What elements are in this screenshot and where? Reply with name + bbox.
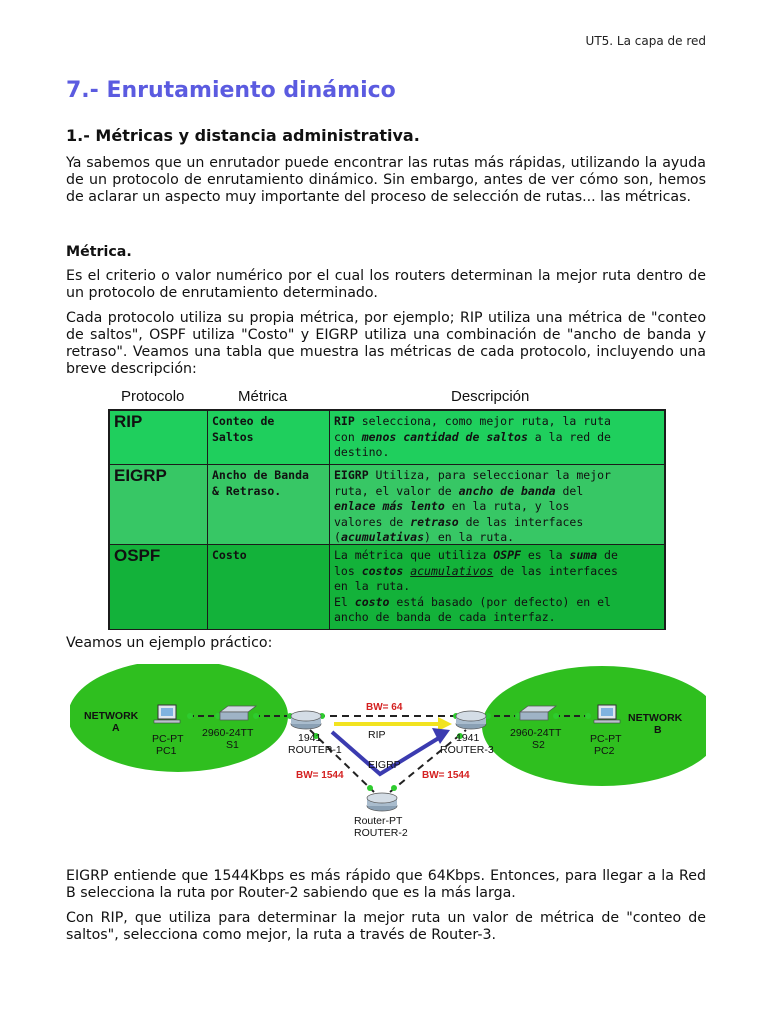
bw-left-label: BW= 1544	[296, 770, 344, 781]
network-a-label-2: A	[112, 722, 120, 734]
metric-paragraph: Cada protocolo utiliza su propia métrica, por ejemplo; RIP utiliza una métrica de "conteo de saltos", OSPF utiliza "Costo" y EIGRP utiliza una combinación de "ancho de banda y retraso". Veamos una tabla que muestra las métricas de cada protocolo, incluyendo una breve descripción:	[66, 310, 706, 377]
router2-name-label: ROUTER-2	[354, 827, 408, 839]
pc1-icon	[154, 705, 180, 723]
table-row-rip-metric: Conteo de Saltos	[208, 411, 330, 465]
router1-model-label: 1941	[298, 732, 322, 744]
table-row-ospf-description: La métrica que utiliza OSPF es la suma de los costos acumulativos de las interfaces en la ruta. El costo está basado (por defecto) en el ancho de banda de cada interfaz.	[330, 545, 664, 629]
router3-name-label: ROUTER-3	[440, 744, 494, 756]
network-b-label-1: NETWORK	[628, 712, 683, 724]
page-title: 7.- Enrutamiento dinámico	[66, 78, 396, 103]
table-row-eigrp-metric: Ancho de Banda & Retraso.	[208, 465, 330, 545]
conclusion-rip: Con RIP, que utiliza para determinar la mejor ruta un valor de métrica de "conteo de saltos", selecciona como mejor, la ruta a través de Router-3.	[66, 910, 706, 943]
intro-paragraph: Ya sabemos que un enrutador puede encontrar las rutas más rápidas, utilizando la ayuda de un protocolo de enrutamiento dinámico. Sin embargo, antes de ver cómo son, hemos de aclarar un aspecto muy importante del proceso de selección de rutas... las métricas.	[66, 155, 706, 205]
router1-icon	[291, 711, 321, 729]
network-b-area	[482, 666, 706, 786]
page-header-unit: UT5. La capa de red	[585, 34, 706, 48]
table-row-ospf-protocol: OSPF	[110, 545, 208, 629]
pc1-name-label: PC1	[156, 745, 177, 757]
s2-name-label: S2	[532, 739, 545, 751]
bw-right-label: BW= 1544	[422, 770, 470, 781]
s2-model-label: 2960-24TT	[510, 727, 562, 739]
router2-model-label: Router-PT	[354, 815, 403, 827]
table-row-eigrp-description: EIGRP Utiliza, para seleccionar la mejor ruta, el valor de ancho de banda del enlace más lento en la ruta, y los valores de retraso de las interfaces (acumulativas) en la ruta.	[330, 465, 664, 545]
table-row-ospf-metric: Costo	[208, 545, 330, 629]
router1-name-label: ROUTER-1	[288, 744, 342, 756]
pc2-name-label: PC2	[594, 745, 615, 757]
bw-top-label: BW= 64	[366, 702, 403, 713]
table-row-eigrp-protocol: EIGRP	[110, 465, 208, 545]
rip-label: RIP	[368, 729, 386, 741]
table-header-protocol: Protocolo	[121, 388, 185, 405]
network-b-label-2: B	[654, 724, 662, 736]
table-header-metric: Métrica	[238, 388, 288, 405]
pc2-icon	[594, 705, 620, 723]
s1-model-label: 2960-24TT	[202, 727, 254, 739]
network-a-label-1: NETWORK	[84, 710, 139, 722]
pc2-model-label: PC-PT	[590, 733, 622, 745]
s1-name-label: S1	[226, 739, 239, 751]
table-row-rip-protocol: RIP	[110, 411, 208, 465]
table-header-description: Descripción	[451, 388, 530, 405]
metric-heading: Métrica.	[66, 244, 132, 260]
network-diagram	[70, 664, 706, 844]
conclusion-eigrp: EIGRP entiende que 1544Kbps es más rápido que 64Kbps. Entonces, para llegar a la Red B selecciona la ruta por Router-2 sabiendo que es la más larga.	[66, 868, 706, 901]
table-row-rip-description: RIP selecciona, como mejor ruta, la ruta con menos cantidad de saltos a la red de destino.	[330, 411, 664, 465]
section-heading: 1.- Métricas y distancia administrativa.	[66, 126, 420, 145]
eigrp-label: EIGRP	[368, 759, 401, 771]
metrics-table	[108, 409, 666, 630]
router3-model-label: 1941	[456, 732, 480, 744]
pc1-model-label: PC-PT	[152, 733, 184, 745]
example-intro: Veamos un ejemplo práctico:	[66, 635, 273, 651]
router2-icon	[367, 793, 397, 811]
metric-definition: Es el criterio o valor numérico por el cual los routers determinan la mejor ruta dentro de un protocolo de enrutamiento determinado.	[66, 268, 706, 301]
router3-icon	[456, 711, 486, 729]
